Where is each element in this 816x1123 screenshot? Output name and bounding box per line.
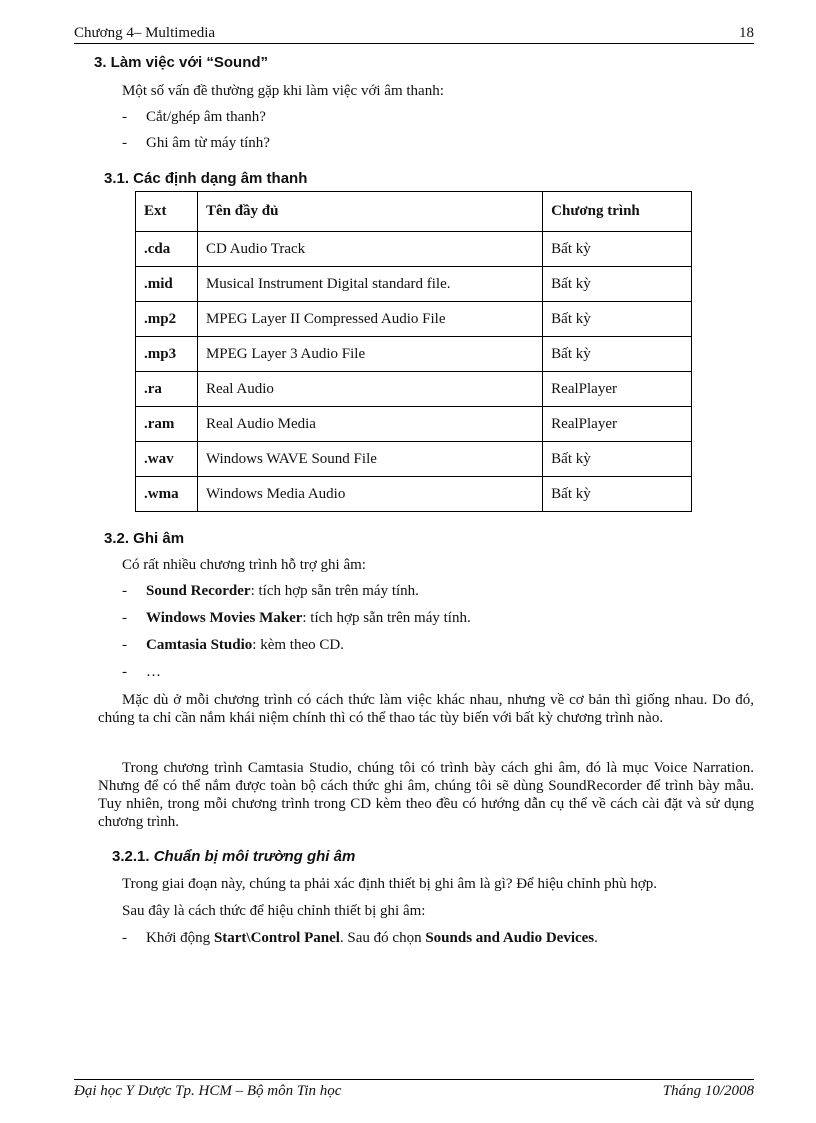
chapter-title: Chương 4– Multimedia	[74, 25, 216, 41]
paragraph: Mặc dù ở mỗi chương trình có cách thức làm việc khác nhau, nhưng về cơ bản thì giống nhau. Do đó, chúng ta chỉ cần nắm khái niệm chính thì có thể thao tác tùy biến với bất kỳ chương trình nào.	[98, 692, 754, 726]
footer-institution: Đại học Y Dược Tp. HCM – Bộ môn Tin học	[74, 1083, 342, 1099]
cell-ext: .cda	[136, 232, 198, 267]
table-row	[136, 232, 692, 267]
footer-date: Tháng 10/2008	[662, 1083, 754, 1099]
table-row	[136, 407, 692, 442]
cell-program: RealPlayer	[543, 372, 692, 407]
program-name: Camtasia Studio	[146, 637, 253, 653]
table-row	[136, 337, 692, 372]
cell-name: CD Audio Track	[197, 232, 542, 267]
cell-name: MPEG Layer 3 Audio File	[197, 337, 542, 372]
paragraph: Trong chương trình Camtasia Studio, chúng tôi có trình bày cách ghi âm, đó là mục Voice Narration. Nhưng để có thể nắm được toàn bộ cách thức ghi âm, chúng tôi sẽ dùng SoundRecorder để trình bày mẫu. Tuy nhiên, trong mỗi chương trình trong CD kèm theo đều có hướng dẫn cụ thể về cách cài đặt và sử dụng chương trình.	[98, 760, 754, 830]
section-3-2-heading: 3.2. Ghi âm	[104, 530, 185, 547]
column-header-name: Tên đầy đủ	[197, 192, 542, 232]
cell-ext: .mp2	[136, 302, 198, 337]
cell-name: Real Audio Media	[197, 407, 542, 442]
page-footer	[74, 1079, 754, 1100]
table-row	[136, 267, 692, 302]
cell-program: Bất kỳ	[543, 477, 692, 512]
section-3-2-intro: Có rất nhiều chương trình hỗ trợ ghi âm:	[122, 557, 366, 573]
cell-program: Bất kỳ	[543, 267, 692, 302]
cell-name: Musical Instrument Digital standard file.	[197, 267, 542, 302]
cell-ext: .wav	[136, 442, 198, 477]
table-row	[136, 442, 692, 477]
page-number: 18	[739, 25, 754, 41]
table-row	[136, 302, 692, 337]
cell-program: RealPlayer	[543, 407, 692, 442]
column-header-ext: Ext	[136, 192, 198, 232]
paragraph: Sau đây là cách thức để hiệu chỉnh thiết bị ghi âm:	[122, 903, 426, 919]
cell-name: Real Audio	[197, 372, 542, 407]
section-3-heading: 3. Làm việc với “Sound”	[94, 54, 269, 71]
cell-ext: .wma	[136, 477, 198, 512]
cell-program: Bất kỳ	[543, 442, 692, 477]
cell-ext: .mid	[136, 267, 198, 302]
program-name: Windows Movies Maker	[146, 610, 303, 626]
cell-ext: .mp3	[136, 337, 198, 372]
page-header	[74, 24, 754, 44]
cell-ext: .ra	[136, 372, 198, 407]
audio-formats-table	[135, 191, 692, 512]
section-3-intro: Một số vấn đề thường gặp khi làm việc với âm thanh:	[122, 83, 444, 99]
cell-program: Bất kỳ	[543, 302, 692, 337]
cell-name: MPEG Layer II Compressed Audio File	[197, 302, 542, 337]
cell-ext: .ram	[136, 407, 198, 442]
section-3-2-1-heading: 3.2.1. Chuẩn bị môi trường ghi âm	[112, 848, 356, 865]
paragraph: Trong giai đoạn này, chúng ta phải xác định thiết bị ghi âm là gì? Để hiệu chỉnh phù hợp.	[122, 876, 658, 892]
program-name: Sound Recorder	[146, 583, 251, 599]
table-row	[136, 477, 692, 512]
table-row	[136, 372, 692, 407]
cell-program: Bất kỳ	[543, 232, 692, 267]
cell-name: Windows WAVE Sound File	[197, 442, 542, 477]
cell-name: Windows Media Audio	[197, 477, 542, 512]
section-3-1-heading: 3.1. Các định dạng âm thanh	[104, 170, 308, 187]
table-header-row	[136, 192, 692, 232]
column-header-program: Chương trình	[543, 192, 692, 232]
cell-program: Bất kỳ	[543, 337, 692, 372]
